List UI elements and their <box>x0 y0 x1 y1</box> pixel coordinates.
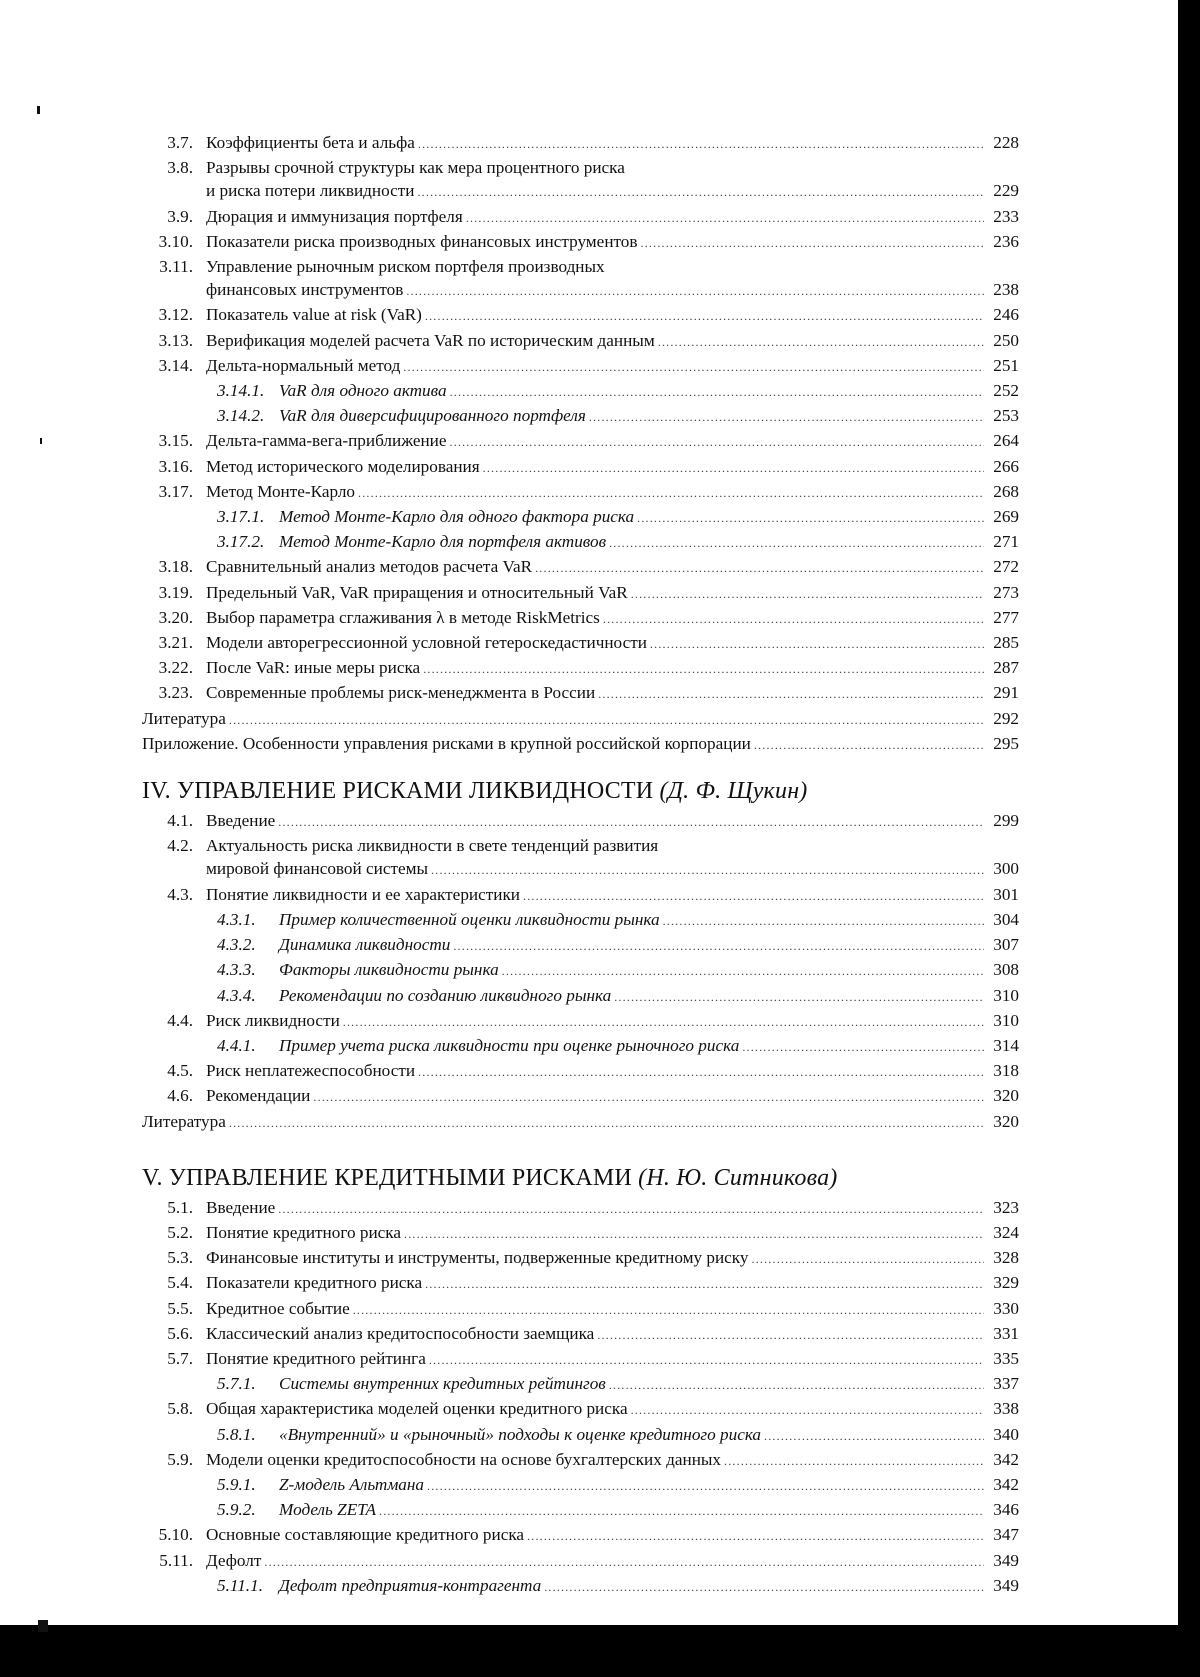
toc-entry <box>142 958 1019 983</box>
toc-entry <box>142 303 1019 328</box>
leader-dots <box>425 1273 984 1296</box>
leader-dots <box>609 532 984 555</box>
entry-page-number: 314 <box>993 1035 1019 1055</box>
entry-page-number: 328 <box>993 1248 1019 1268</box>
entry-title: Основные составляющие кредитного риска <box>206 1525 525 1545</box>
entry-number: 5.9.1. <box>217 1474 256 1494</box>
entry-page-number: 287 <box>993 658 1019 678</box>
entry-title: Риск ликвидности <box>206 1010 340 1030</box>
toc-entry <box>142 278 1019 303</box>
leader-dots <box>229 709 984 732</box>
leader-dots <box>353 1299 984 1322</box>
toc-entry <box>142 156 1019 179</box>
leader-dots <box>724 1450 984 1473</box>
entry-page-number: 252 <box>993 381 1019 401</box>
entry-title: Дельта-гамма-вега-приближение <box>206 431 447 451</box>
leader-dots <box>544 1576 984 1599</box>
toc-entry <box>142 908 1019 933</box>
entry-number: 3.17. <box>158 481 193 501</box>
toc-entry <box>142 732 1019 757</box>
leader-dots <box>425 305 984 328</box>
leader-dots <box>343 1011 984 1034</box>
entry-title: Актуальность риска ликвидности в свете тенденций развития <box>206 836 659 856</box>
toc-entry <box>142 1523 1019 1548</box>
toc-entry <box>142 354 1019 379</box>
entry-page-number: 238 <box>993 280 1019 300</box>
toc-entry <box>142 681 1019 706</box>
entry-title: Рекомендации <box>206 1086 311 1106</box>
entry-number: 3.16. <box>158 456 193 476</box>
chapter-title: IV. УПРАВЛЕНИЕ РИСКАМИ ЛИКВИДНОСТИ <box>142 778 654 805</box>
entry-page-number: 299 <box>993 811 1019 831</box>
toc-entry <box>142 480 1019 505</box>
entry-number: 5.7.1. <box>217 1374 256 1394</box>
toc-entry <box>142 1347 1019 1372</box>
entry-number: 4.2. <box>167 836 193 856</box>
entry-number: 4.3. <box>167 884 193 904</box>
entry-title: финансовых инструментов <box>206 280 404 300</box>
toc-entry <box>142 1009 1019 1034</box>
entry-number: 5.8.1. <box>217 1424 256 1444</box>
entry-page-number: 323 <box>993 1197 1019 1217</box>
toc-entry <box>142 834 1019 857</box>
toc-entry <box>142 379 1019 404</box>
leader-dots <box>609 1374 984 1397</box>
entry-page-number: 268 <box>993 481 1019 501</box>
entry-title: Дефолт предприятия-контрагента <box>279 1575 542 1595</box>
entry-title: VaR для диверсифицированного портфеля <box>279 406 586 426</box>
entry-number: 4.4. <box>167 1010 193 1030</box>
entry-title: «Внутренний» и «рыночный» подходы к оценке кредитного риска <box>279 1424 762 1444</box>
entry-number: 3.11. <box>159 257 193 277</box>
entry-page-number: 272 <box>993 557 1019 577</box>
entry-page-number: 285 <box>993 633 1019 653</box>
entry-number: 3.23. <box>158 683 193 703</box>
leader-dots <box>431 859 984 882</box>
toc-entry <box>142 1271 1019 1296</box>
leader-dots <box>752 1248 985 1271</box>
leader-dots <box>589 406 984 429</box>
entry-number: 5.9.2. <box>217 1500 256 1520</box>
entry-page-number: 320 <box>993 1086 1019 1106</box>
leader-dots <box>379 1500 984 1523</box>
entry-number: 3.17.2. <box>217 532 265 552</box>
entry-title: Системы внутренних кредитных рейтингов <box>279 1374 606 1394</box>
leader-dots <box>418 1061 984 1084</box>
entry-page-number: 295 <box>993 733 1019 753</box>
leader-dots <box>466 207 984 230</box>
entry-number: 3.9. <box>167 206 193 226</box>
leader-dots <box>423 658 984 681</box>
toc-entry <box>142 656 1019 681</box>
scan-speck <box>37 106 40 114</box>
toc-entry <box>142 1084 1019 1109</box>
toc-entry <box>142 1423 1019 1448</box>
leader-dots <box>450 431 985 454</box>
toc-entry <box>142 581 1019 606</box>
toc-section-5 <box>142 1196 1019 1599</box>
toc-entry <box>142 530 1019 555</box>
entry-page-number: 349 <box>993 1550 1019 1570</box>
toc-entry <box>142 1034 1019 1059</box>
leader-dots <box>535 557 984 580</box>
entry-title: Дельта-нормальный метод <box>206 355 401 375</box>
entry-number: 4.3.2. <box>217 935 256 955</box>
entry-page-number: 310 <box>993 985 1019 1005</box>
toc-entry <box>142 230 1019 255</box>
entry-number: 5.6. <box>167 1323 193 1343</box>
toc-entry <box>142 1297 1019 1322</box>
entry-number: 3.18. <box>158 557 193 577</box>
entry-number: 4.1. <box>167 811 193 831</box>
entry-title: Введение <box>206 1197 276 1217</box>
toc-entry <box>142 404 1019 429</box>
leader-dots <box>264 1551 984 1574</box>
table-of-contents <box>142 131 1019 1599</box>
entry-title: Управление рыночным риском портфеля производных <box>206 257 605 277</box>
entry-number: 5.1. <box>167 1197 193 1217</box>
entry-number: 4.5. <box>167 1061 193 1081</box>
scan-edge-bottom <box>0 1625 1200 1677</box>
toc-entry <box>142 984 1019 1009</box>
entry-number: 5.7. <box>167 1348 193 1368</box>
leader-dots <box>418 133 984 156</box>
entry-page-number: 277 <box>993 607 1019 627</box>
entry-page-number: 330 <box>993 1298 1019 1318</box>
leader-dots <box>637 507 984 530</box>
toc-section-3 <box>142 131 1019 757</box>
entry-page-number: 337 <box>993 1374 1019 1394</box>
entry-number: 5.2. <box>167 1222 193 1242</box>
entry-title: Динамика ликвидности <box>279 935 451 955</box>
toc-entry <box>142 1372 1019 1397</box>
entry-number: 3.7. <box>167 133 193 152</box>
leader-dots <box>523 885 984 908</box>
entry-title: Метод исторического моделирования <box>206 456 480 476</box>
entry-title: Пример количественной оценки ликвидности рынка <box>279 909 660 929</box>
leader-dots <box>641 232 984 255</box>
leader-dots <box>598 683 984 706</box>
leader-dots <box>229 1112 984 1135</box>
entry-number: 3.17.1. <box>217 507 265 527</box>
entry-number: 3.15. <box>158 431 193 451</box>
toc-entry <box>142 1322 1019 1347</box>
leader-dots <box>502 960 984 983</box>
entry-number: 5.10. <box>158 1525 193 1545</box>
leader-dots <box>658 331 984 354</box>
toc-entry <box>142 1448 1019 1473</box>
entry-number: 3.8. <box>167 158 193 178</box>
entry-title: Показатель value at risk (VaR) <box>206 305 422 325</box>
entry-title: Введение <box>206 811 276 831</box>
scan-speck <box>38 1620 48 1632</box>
toc-entry <box>142 255 1019 278</box>
leader-dots <box>358 482 984 505</box>
leader-dots <box>603 608 984 631</box>
leader-dots <box>597 1324 984 1347</box>
entry-number: 3.20. <box>158 607 193 627</box>
toc-entry <box>142 1498 1019 1523</box>
entry-title: Факторы ликвидности рынка <box>279 960 499 980</box>
entry-title: Классический анализ кредитоспособности заемщика <box>206 1323 595 1343</box>
leader-dots <box>764 1425 984 1448</box>
toc-entry <box>142 857 1019 882</box>
toc-entry <box>142 1397 1019 1422</box>
toc-entry <box>142 1473 1019 1498</box>
entry-page-number: 320 <box>993 1111 1019 1131</box>
entry-page-number: 251 <box>993 355 1019 375</box>
entry-title: и риска потери ликвидности <box>206 181 415 201</box>
entry-title: Понятие кредитного рейтинга <box>206 1348 426 1368</box>
entry-page-number: 342 <box>993 1449 1019 1469</box>
entry-page-number: 324 <box>993 1222 1019 1242</box>
entry-title: Верификация моделей расчета VaR по историческим данным <box>206 330 655 350</box>
entry-title: Риск неплатежеспособности <box>206 1061 416 1081</box>
entry-number: 5.11. <box>159 1550 193 1570</box>
entry-page-number: 271 <box>993 532 1019 552</box>
toc-entry <box>142 883 1019 908</box>
toc-entry <box>142 329 1019 354</box>
entry-number: 3.21. <box>158 633 193 653</box>
entry-title: Коэффициенты бета и альфа <box>206 133 415 152</box>
entry-title: Метод Монте-Карло <box>206 481 356 501</box>
entry-page-number: 308 <box>993 960 1019 980</box>
scan-speck <box>40 438 42 444</box>
toc-entry <box>142 1059 1019 1084</box>
entry-title: Метод Монте-Карло для одного фактора риска <box>279 507 635 527</box>
entry-page-number: 318 <box>993 1061 1019 1081</box>
leader-dots <box>417 181 984 204</box>
entry-title: Рекомендации по созданию ликвидного рынка <box>279 985 612 1005</box>
toc-entry <box>142 179 1019 204</box>
chapter-author: (Д. Ф. Щукин) <box>659 778 808 805</box>
toc-entry <box>142 1574 1019 1599</box>
entry-title: После VaR: иные меры риска <box>206 658 421 678</box>
entry-page-number: 335 <box>993 1348 1019 1368</box>
entry-page-number: 347 <box>993 1525 1019 1545</box>
entry-page-number: 228 <box>993 133 1019 152</box>
leader-dots <box>483 457 984 480</box>
toc-entry <box>142 809 1019 834</box>
entry-title: Показатели кредитного риска <box>206 1273 423 1293</box>
entry-number: 3.22. <box>158 658 193 678</box>
toc-entry <box>142 455 1019 480</box>
scan-edge-right <box>1178 0 1200 1677</box>
entry-title: мировой финансовой системы <box>206 859 429 879</box>
entry-title: Понятие кредитного риска <box>206 1222 401 1242</box>
toc-entry <box>142 707 1019 732</box>
entry-title: Литература <box>142 1111 226 1131</box>
entry-title: Предельный VaR, VaR приращения и относительный VaR <box>206 582 628 602</box>
entry-title: Приложение. Особенности управления рисками в крупной российской корпорации <box>142 733 751 753</box>
entry-title: Модели авторегрессионной условной гетероскедастичности <box>206 633 647 653</box>
leader-dots <box>742 1036 984 1059</box>
toc-section-4 <box>142 809 1019 1135</box>
toc-entry <box>142 505 1019 530</box>
entry-number: 3.14.2. <box>217 406 265 426</box>
entry-number: 3.10. <box>158 231 193 251</box>
entry-page-number: 349 <box>993 1575 1019 1595</box>
entry-page-number: 253 <box>993 406 1019 426</box>
entry-page-number: 331 <box>993 1323 1019 1343</box>
entry-title: Модели оценки кредитоспособности на основе бухгалтерских данных <box>206 1449 722 1469</box>
entry-number: 5.4. <box>167 1273 193 1293</box>
toc-entry <box>142 555 1019 580</box>
entry-page-number: 346 <box>993 1500 1019 1520</box>
entry-page-number: 250 <box>993 330 1019 350</box>
entry-page-number: 273 <box>993 582 1019 602</box>
entry-page-number: 269 <box>993 507 1019 527</box>
leader-dots <box>278 1198 984 1221</box>
entry-page-number: 310 <box>993 1010 1019 1030</box>
leader-dots <box>631 583 984 606</box>
entry-title: Показатели риска производных финансовых инструментов <box>206 231 638 251</box>
toc-entry <box>142 205 1019 230</box>
entry-number: 5.8. <box>167 1399 193 1419</box>
leader-dots <box>403 356 984 379</box>
entry-number: 3.14.1. <box>217 381 265 401</box>
toc-entry <box>142 631 1019 656</box>
entry-title: Разрывы срочной структуры как мера процентного риска <box>206 158 625 178</box>
entry-page-number: 307 <box>993 935 1019 955</box>
leader-dots <box>313 1086 984 1109</box>
toc-entry <box>142 1246 1019 1271</box>
entry-page-number: 301 <box>993 884 1019 904</box>
entry-number: 5.3. <box>167 1248 193 1268</box>
leader-dots <box>453 935 984 958</box>
entry-page-number: 291 <box>993 683 1019 703</box>
leader-dots <box>427 1475 984 1498</box>
entry-number: 3.19. <box>158 582 193 602</box>
entry-title: Z-модель Альтмана <box>279 1474 425 1494</box>
entry-title: Выбор параметра сглаживания λ в методе RiskMetrics <box>206 607 600 627</box>
entry-page-number: 304 <box>993 909 1019 929</box>
entry-title: Пример учета риска ликвидности при оценке рыночного риска <box>279 1035 740 1055</box>
entry-title: Литература <box>142 708 226 728</box>
entry-number: 5.11.1. <box>217 1575 263 1595</box>
entry-title: Кредитное событие <box>206 1298 350 1318</box>
entry-title: Дюрация и иммунизация портфеля <box>206 206 463 226</box>
chapter-author: (Н. Ю. Ситникова) <box>638 1164 838 1191</box>
leader-dots <box>406 280 984 303</box>
leader-dots <box>527 1525 984 1548</box>
entry-page-number: 236 <box>993 231 1019 251</box>
entry-page-number: 246 <box>993 305 1019 325</box>
entry-page-number: 264 <box>993 431 1019 451</box>
entry-number: 4.6. <box>167 1086 193 1106</box>
entry-page-number: 292 <box>993 708 1019 728</box>
toc-entry <box>142 429 1019 454</box>
toc-entry <box>142 1221 1019 1246</box>
entry-number: 5.5. <box>167 1298 193 1318</box>
toc-entry <box>142 606 1019 631</box>
entry-number: 3.13. <box>158 330 193 350</box>
entry-title: Дефолт <box>206 1550 262 1570</box>
toc-entry <box>142 1110 1019 1135</box>
toc-entry <box>142 1549 1019 1574</box>
entry-title: Понятие ликвидности и ее характеристики <box>206 884 520 904</box>
toc-entry <box>142 131 1019 156</box>
entry-title: Модель ZETA <box>279 1500 376 1520</box>
entry-page-number: 342 <box>993 1474 1019 1494</box>
entry-page-number: 229 <box>993 181 1019 201</box>
entry-page-number: 300 <box>993 859 1019 879</box>
toc-entry <box>142 1196 1019 1221</box>
entry-title: Финансовые институты и инструменты, подверженные кредитному риску <box>206 1248 749 1268</box>
leader-dots <box>404 1223 984 1246</box>
entry-page-number: 340 <box>993 1424 1019 1444</box>
entry-number: 3.14. <box>158 355 193 375</box>
entry-number: 3.12. <box>158 305 193 325</box>
chapter-heading-5 <box>142 1163 1019 1193</box>
entry-page-number: 338 <box>993 1399 1019 1419</box>
leader-dots <box>614 986 984 1009</box>
leader-dots <box>278 811 984 834</box>
entry-title: Общая характеристика моделей оценки кредитного риска <box>206 1399 628 1419</box>
leader-dots <box>429 1349 984 1372</box>
leader-dots <box>663 910 984 933</box>
entry-number: 4.4.1. <box>217 1035 256 1055</box>
toc-entry <box>142 933 1019 958</box>
chapter-title: V. УПРАВЛЕНИЕ КРЕДИТНЫМИ РИСКАМИ <box>142 1164 632 1191</box>
leader-dots <box>631 1399 984 1422</box>
entry-number: 4.3.1. <box>217 909 256 929</box>
chapter-heading-4 <box>142 776 1019 806</box>
leader-dots <box>754 734 984 757</box>
entry-title: Современные проблемы риск-менеджмента в России <box>206 683 596 703</box>
entry-number: 4.3.3. <box>217 960 256 980</box>
entry-title: Метод Монте-Карло для портфеля активов <box>279 532 607 552</box>
entry-title: Сравнительный анализ методов расчета VaR <box>206 557 533 577</box>
entry-page-number: 266 <box>993 456 1019 476</box>
entry-page-number: 329 <box>993 1273 1019 1293</box>
entry-title: VaR для одного актива <box>279 381 447 401</box>
leader-dots <box>450 381 984 404</box>
entry-number: 5.9. <box>167 1449 193 1469</box>
entry-page-number: 233 <box>993 206 1019 226</box>
leader-dots <box>650 633 984 656</box>
entry-number: 4.3.4. <box>217 985 256 1005</box>
